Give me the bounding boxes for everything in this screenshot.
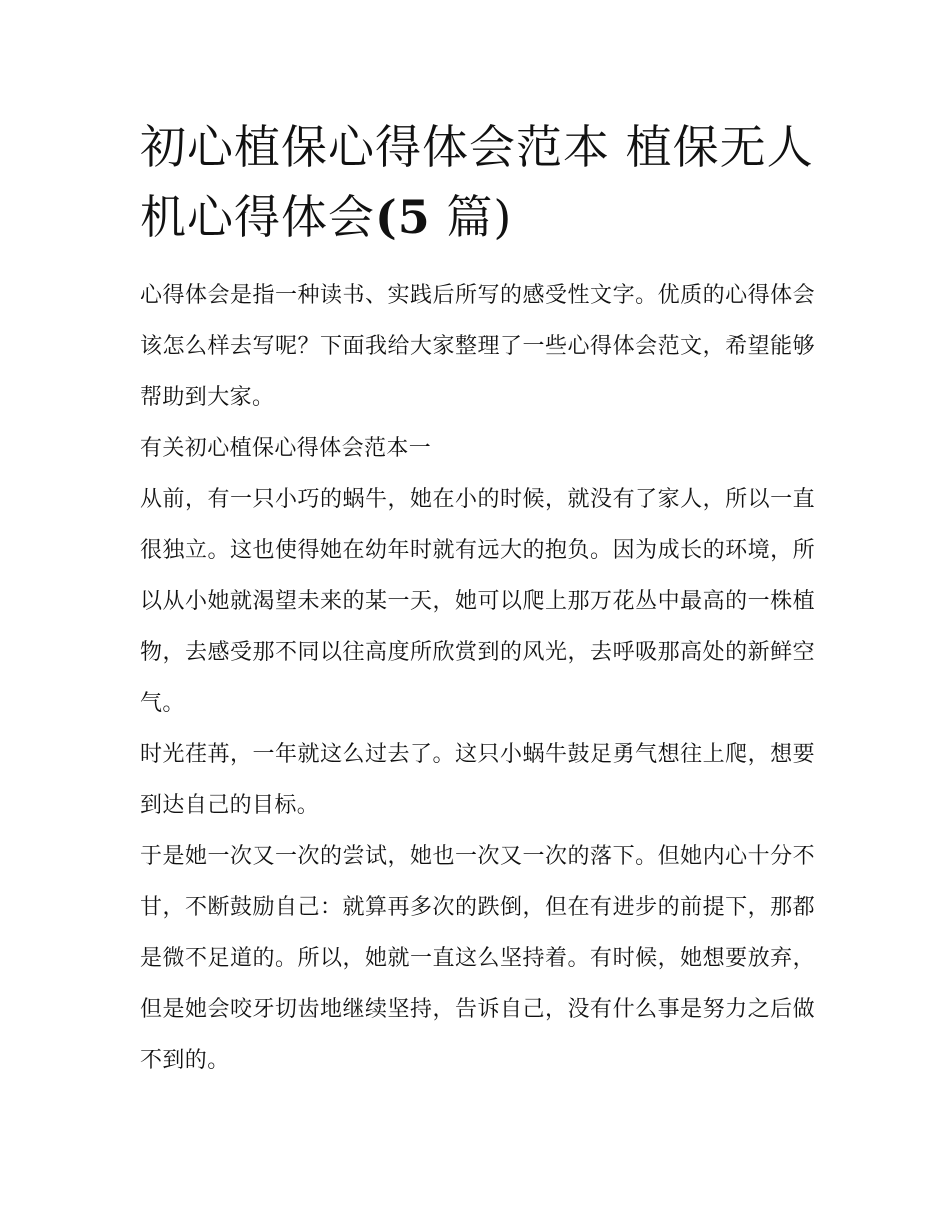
- body-paragraph: 于是她一次又一次的尝试，她也一次又一次的落下。但她内心十分不甘，不断鼓励自己：就算再多次的跌倒，但在有进步的前提下，那都是微不足道的。所以，她就一直这么坚持着。有时候，她想要放弃，但是她会咬牙切齿地继续坚持，告诉自己，没有什么事是努力之后做不到的。: [140, 844, 815, 1073]
- title-count: (5: [375, 190, 431, 244]
- body-paragraph: 时光荏苒，一年就这么过去了。这只小蜗牛鼓足勇气想往上爬，想要到达自己的目标。: [140, 742, 815, 818]
- document-title: [140, 112, 815, 252]
- document-content: [140, 112, 815, 1086]
- document-body: [140, 270, 815, 1086]
- title-suffix: 篇): [430, 190, 513, 244]
- body-paragraph: 从前，有一只小巧的蜗牛，她在小的时候，就没有了家人，所以一直很独立。这也使得她在幼年时就有远大的抱负。因为成长的环境，所以从小她就渴望未来的某一天，她可以爬上那万花丛中最高的一株植物，去感受那不同以往高度所欣赏到的风光，去呼吸那高处的新鲜空气。: [140, 487, 815, 716]
- title-text: 初心植保心得体会范本 植保无人机心得体会: [140, 120, 814, 244]
- intro-paragraph: 心得体会是指一种读书、实践后所写的感受性文字。优质的心得体会该怎么样去写呢？下面我给大家整理了一些心得体会范文，希望能够帮助到大家。: [140, 283, 815, 410]
- section-heading: 有关初心植保心得体会范本一: [140, 436, 432, 461]
